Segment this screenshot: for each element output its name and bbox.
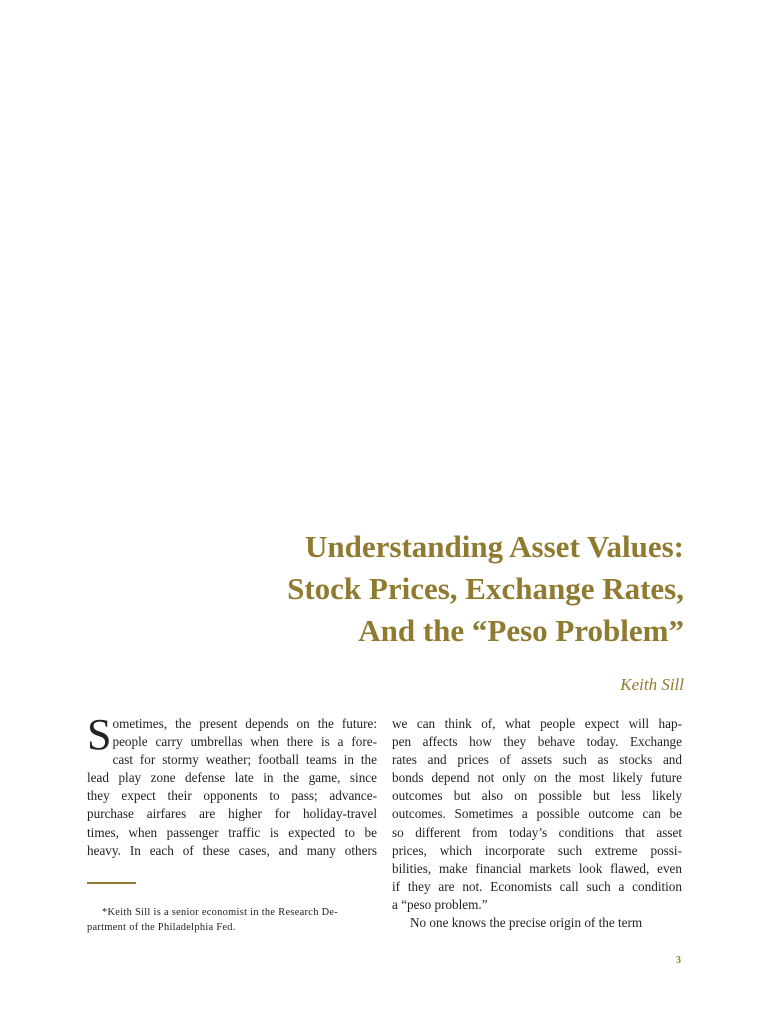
body-line: if they are not. Economists call such a condition (392, 878, 682, 894)
body-line: rates and prices of assets such as stocks and (392, 752, 682, 768)
body-line: times, when passenger traffic is expected to be (87, 824, 377, 840)
body-column-left (87, 710, 377, 860)
author-byline: Keith Sill (620, 675, 684, 694)
footnote-line: partment of the Philadelphia Fed. (87, 922, 236, 933)
body-line: outcomes but also on possible but less likely (392, 788, 682, 804)
body-line: bonds depend not only on the most likely future (392, 770, 682, 786)
title-line-2: Stock Prices, Exchange Rates, (287, 571, 684, 606)
body-line: a “peso problem.” (392, 896, 488, 912)
title-line-1: Understanding Asset Values: (305, 529, 684, 564)
body-line: cast for stormy weather; football teams in the (112, 752, 377, 768)
body-line: ometimes, the present depends on the future: (112, 716, 377, 731)
title-line-3: And the “Peso Problem” (358, 613, 684, 648)
body-line: so different from today’s conditions that asset (392, 824, 682, 840)
drop-cap: S (87, 710, 112, 759)
body-line: purchase airfares are higher for holiday-travel (87, 806, 377, 822)
body-line: we can think of, what people expect will hap- (392, 716, 682, 731)
body-line: bilities, make financial markets look flawed, even (392, 860, 682, 876)
footnote-rule (87, 882, 136, 884)
body-column-right (392, 715, 682, 932)
body-line: they expect their opponents to pass; advance- (87, 788, 377, 804)
footnote (87, 905, 377, 935)
body-line: heavy. In each of these cases, and many others (87, 842, 377, 858)
body-line: outcomes. Sometimes a possible outcome can be (392, 806, 682, 822)
page-number: 3 (676, 955, 681, 966)
body-line: pen affects how they behave today. Exchange (392, 734, 682, 750)
article-title (164, 526, 684, 652)
body-line: prices, which incorporate such extreme possi- (392, 842, 682, 858)
body-line: lead play zone defense late in the game, since (87, 770, 377, 786)
footnote-line: *Keith Sill is a senior economist in the Research De- (102, 907, 339, 918)
body-line: people carry umbrellas when there is a fore- (112, 734, 377, 750)
body-line: No one knows the precise origin of the term (410, 915, 643, 931)
